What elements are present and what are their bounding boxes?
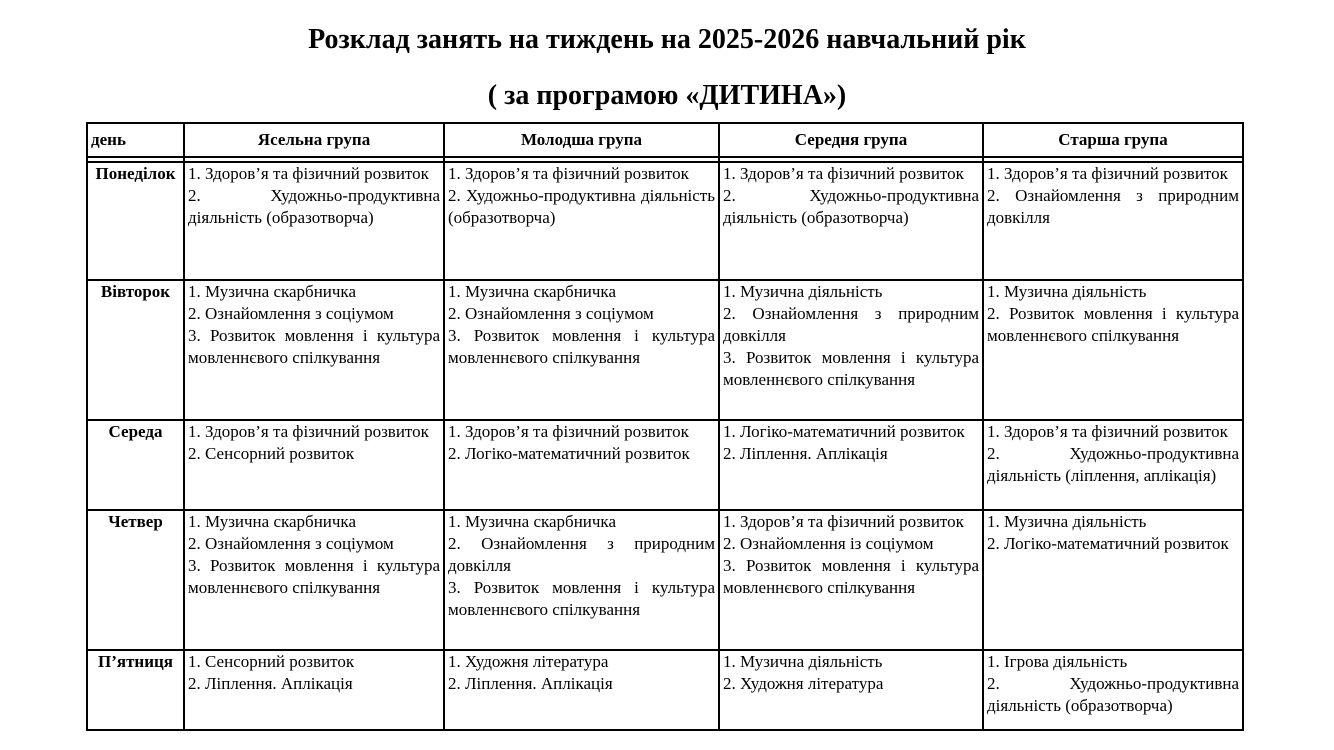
group-cell (719, 280, 983, 420)
group-cell (184, 162, 444, 280)
schedule-item: 1. Здоров’я та фізичний розвиток (448, 164, 689, 183)
group-cell (444, 280, 719, 420)
document-title-block (0, 24, 1334, 112)
schedule-item: 1. Музична скарбничка (188, 512, 356, 531)
column-header-junior-group: Молодша група (444, 123, 719, 157)
group-cell (983, 510, 1243, 650)
schedule-item: 1. Художня література (448, 652, 609, 671)
group-cell (444, 650, 719, 730)
schedule-item: 1. Здоров’я та фізичний розвиток (188, 164, 429, 183)
schedule-table (86, 122, 1244, 731)
schedule-item: 2. Ознайомлення з природним довкілля (448, 534, 715, 575)
schedule-item: 1. Здоров’я та фізичний розвиток (987, 164, 1228, 183)
page-subtitle: ( за програмою «ДИТИНА») (487, 80, 847, 111)
column-header-senior-group: Старша група (983, 123, 1243, 157)
schedule-item: 1. Музична скарбничка (448, 282, 616, 301)
schedule-item: 1. Сенсорний розвиток (188, 652, 355, 671)
group-cell (719, 420, 983, 510)
schedule-item: 1. Музична діяльність (987, 282, 1147, 301)
table-row (87, 280, 1243, 420)
table-row (87, 510, 1243, 650)
schedule-item: 2. Логіко-математичний розвиток (448, 444, 690, 463)
day-cell: Вівторок (87, 280, 184, 420)
group-cell (184, 510, 444, 650)
schedule-item: 2. Художня література (723, 674, 884, 693)
schedule-item: 3. Розвиток мовлення і культура мовленнєвого спілкування (188, 326, 440, 367)
schedule-item: 3. Розвиток мовлення і культура мовленнєвого спілкування (448, 326, 715, 367)
schedule-item: 3. Розвиток мовлення і культура мовленнєвого спілкування (723, 348, 979, 389)
column-header-day: день (87, 123, 184, 157)
schedule-item: 2. Ознайомлення з соціумом (188, 534, 394, 553)
column-header-middle-group: Середня група (719, 123, 983, 157)
schedule-header-row (87, 123, 1243, 157)
table-row (87, 650, 1243, 730)
table-row (87, 162, 1243, 280)
schedule-item: 1. Музична діяльність (987, 512, 1147, 531)
table-row (87, 420, 1243, 510)
schedule-item: 3. Розвиток мовлення і культура мовленнєвого спілкування (448, 578, 715, 619)
schedule-item: 1. Здоров’я та фізичний розвиток (723, 512, 964, 531)
schedule-item: 2. Ознайомлення з природним довкілля (987, 186, 1239, 227)
schedule-item: 1. Здоров’я та фізичний розвиток (448, 422, 689, 441)
schedule-item: 1. Здоров’я та фізичний розвиток (188, 422, 429, 441)
group-cell (983, 162, 1243, 280)
schedule-item: 2. Ознайомлення із соціумом (723, 534, 934, 553)
schedule-item: 2. Розвиток мовлення і культура мовленнєвого спілкування (987, 304, 1239, 345)
schedule-item: 2. Художньо-продуктивна діяльність (образотворча) (723, 186, 979, 227)
schedule-item: 3. Розвиток мовлення і культура мовленнєвого спілкування (723, 556, 979, 597)
schedule-item: 1. Музична діяльність (723, 652, 883, 671)
schedule-item: 2. Ознайомлення з соціумом (188, 304, 394, 323)
schedule-item: 2. Ліплення. Аплікація (188, 674, 353, 693)
group-cell (444, 510, 719, 650)
schedule-item: 2. Логіко-математичний розвиток (987, 534, 1229, 553)
schedule-item: 2. Художньо-продуктивна діяльність (образотворча) (448, 186, 715, 227)
group-cell (719, 650, 983, 730)
group-cell (719, 162, 983, 280)
group-cell (444, 162, 719, 280)
schedule-item: 1. Музична діяльність (723, 282, 883, 301)
group-cell (983, 420, 1243, 510)
page-title: Розклад занять на тиждень на 2025-2026 навчальний рік (308, 24, 1026, 55)
schedule-item: 2. Сенсорний розвиток (188, 444, 355, 463)
schedule-item: 1. Здоров’я та фізичний розвиток (723, 164, 964, 183)
schedule-item: 2. Ознайомлення з соціумом (448, 304, 654, 323)
day-cell: Понеділок (87, 162, 184, 280)
schedule-item: 1. Логіко-математичний розвиток (723, 422, 965, 441)
schedule-item: 2. Художньо-продуктивна діяльність (ліплення, аплікація) (987, 444, 1239, 485)
day-cell: Середа (87, 420, 184, 510)
schedule-item: 2. Художньо-продуктивна діяльність (образотворча) (987, 674, 1239, 715)
day-cell: П’ятниця (87, 650, 184, 730)
schedule-item: 1. Ігрова діяльність (987, 652, 1128, 671)
group-cell (983, 280, 1243, 420)
schedule-body (87, 157, 1243, 730)
schedule-item: 1. Музична скарбничка (448, 512, 616, 531)
schedule-item: 1. Музична скарбничка (188, 282, 356, 301)
group-cell (184, 280, 444, 420)
column-header-nursery-group: Ясельна група (184, 123, 444, 157)
group-cell (184, 650, 444, 730)
day-cell: Четвер (87, 510, 184, 650)
schedule-item: 2. Ліплення. Аплікація (448, 674, 613, 693)
schedule-item: 2. Художньо-продуктивна діяльність (образотворча) (188, 186, 440, 227)
group-cell (719, 510, 983, 650)
group-cell (184, 420, 444, 510)
schedule-item: 2. Ліплення. Аплікація (723, 444, 888, 463)
schedule-item: 1. Здоров’я та фізичний розвиток (987, 422, 1228, 441)
group-cell (983, 650, 1243, 730)
group-cell (444, 420, 719, 510)
schedule-item: 3. Розвиток мовлення і культура мовленнєвого спілкування (188, 556, 440, 597)
schedule-item: 2. Ознайомлення з природним довкілля (723, 304, 979, 345)
